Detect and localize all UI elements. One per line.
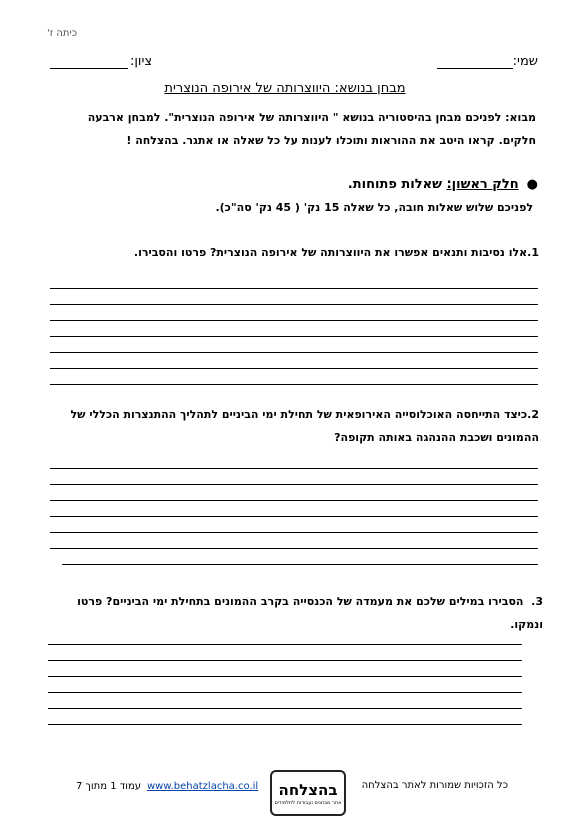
answer-line[interactable] <box>48 708 522 709</box>
answer-line[interactable] <box>50 336 538 337</box>
part-heading <box>348 177 538 192</box>
logo-subtitle: אתר מבחנים ועבודות לתלמידים <box>274 799 342 806</box>
answer-line[interactable] <box>48 660 522 661</box>
answer-line[interactable] <box>50 368 538 369</box>
answer-line[interactable] <box>50 532 538 533</box>
page-number: עמוד 1 מתוך 7 <box>76 781 141 792</box>
question-2 <box>44 403 539 449</box>
question-number: 3. <box>531 595 543 608</box>
question-number: 1. <box>527 246 539 259</box>
website-link[interactable]: www.behatzlacha.co.il <box>147 781 259 792</box>
question-1 <box>49 241 539 264</box>
intro-line-2: חלקים. קראו היטב את ההוראות ותוכלו לענות על כל שאלה או אתגר. בהצלחה ! <box>126 134 536 147</box>
question-3 <box>58 590 543 636</box>
answer-line[interactable] <box>50 468 538 469</box>
question-number: 2. <box>527 408 539 421</box>
question-text: הסבירו במילים שלכם את מעמדה של הכנסייה בקרב ההמונים בתחילת ימי הביניים? פרטו ונמקו. <box>77 595 543 631</box>
grade-label: כיתה ז' <box>47 28 78 39</box>
footer-rights: כל הזכויות שמורות לאתר בהצלחה <box>361 780 508 791</box>
answer-line[interactable] <box>50 304 538 305</box>
part-prefix: חלק ראשון: <box>446 177 519 192</box>
answer-line[interactable] <box>50 548 538 549</box>
grade-field-label: ציון: <box>130 54 153 69</box>
part-title: שאלות פתוחות. <box>347 177 447 192</box>
answer-line[interactable] <box>50 384 538 385</box>
intro <box>44 106 536 152</box>
page-title: מבחן בנושא: היווצרותה של אירופה הנוצרית <box>164 81 406 96</box>
answer-line[interactable] <box>50 288 538 289</box>
answer-line[interactable] <box>50 320 538 321</box>
answer-line[interactable] <box>50 484 538 485</box>
answer-line[interactable] <box>50 352 538 353</box>
answer-line[interactable] <box>48 644 522 645</box>
answer-line[interactable] <box>50 516 538 517</box>
answer-line[interactable] <box>48 724 522 725</box>
grade-field[interactable] <box>50 68 128 69</box>
name-field[interactable] <box>437 68 513 69</box>
answer-line[interactable] <box>62 564 538 565</box>
part-instructions: לפניכם שלוש שאלות חובה, כל שאלה 15 נק' ( 45 נק' סה"כ). <box>215 201 533 214</box>
question-text: אלו נסיבות ותנאים אפשרו את היווצרותה של אירופה הנוצרית? פרטו והסבירו. <box>133 246 528 259</box>
answer-line[interactable] <box>48 692 522 693</box>
answer-line[interactable] <box>48 676 522 677</box>
logo <box>270 770 346 816</box>
question-text: כיצד התייחסה האוכלוסייה האירופאית של תחילת ימי הביניים לתהליך ההתנצרות הכללי של ההמונים ושכבת ההנהגה באותה תקופה? <box>70 408 539 444</box>
logo-text: בהצלחה <box>278 780 338 799</box>
name-label: שמי: <box>512 54 538 69</box>
bullet-icon: ● <box>526 177 538 192</box>
intro-line-1: מבוא: לפניכם מבחן בהיסטוריה בנושא " היווצרותה של אירופה הנוצרית". למבחן ארבעה <box>87 111 536 124</box>
answer-line[interactable] <box>50 500 538 501</box>
